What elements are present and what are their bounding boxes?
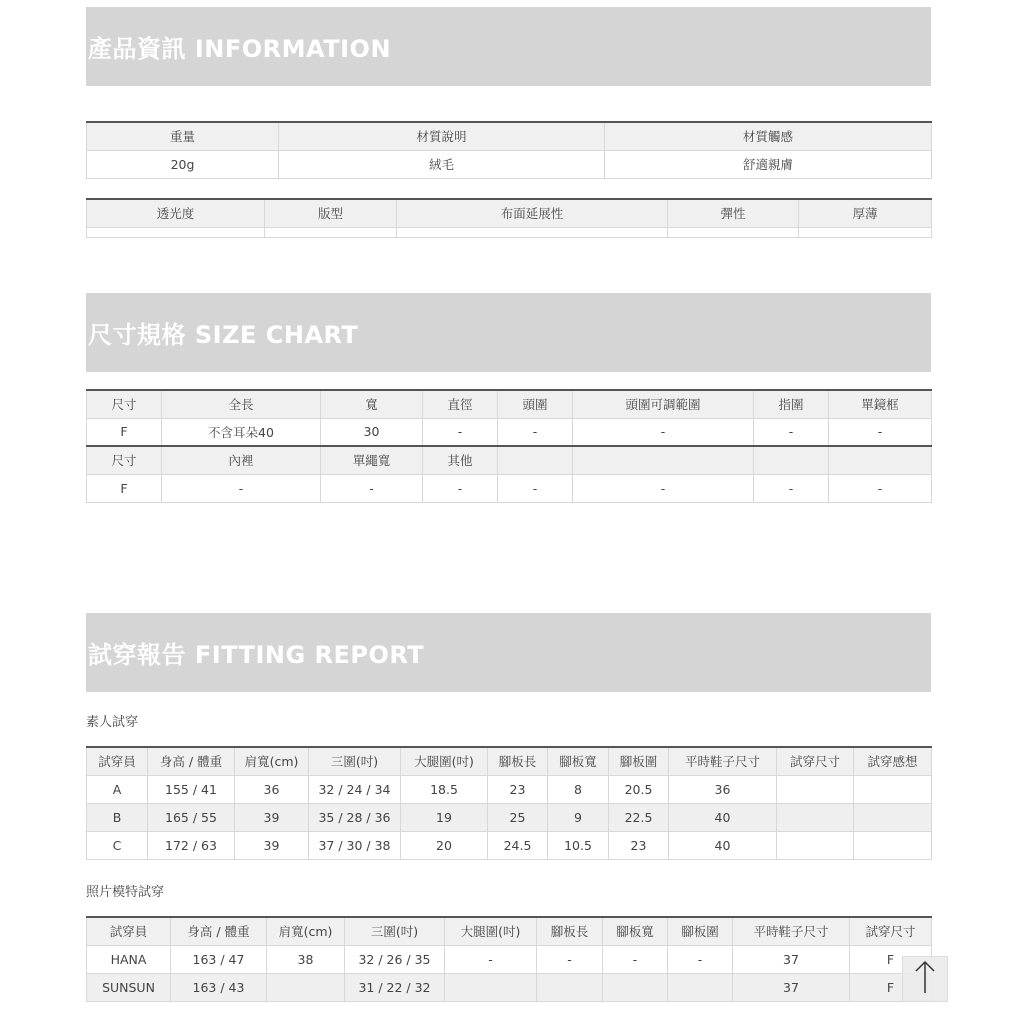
value-cell: 163 / 43 xyxy=(171,973,267,1001)
value-cell: 163 / 47 xyxy=(171,945,267,973)
header-cell: 身高 / 體重 xyxy=(148,747,235,775)
table-row xyxy=(87,803,932,831)
header-cell: 材質說明 xyxy=(279,122,605,150)
header-cell: 身高 / 體重 xyxy=(171,917,267,945)
fabric-value-row xyxy=(87,227,932,237)
value-cell: 37 / 30 / 38 xyxy=(309,831,401,859)
value-cell: - xyxy=(754,474,829,502)
value-cell: C xyxy=(87,831,148,859)
value-cell: B xyxy=(87,803,148,831)
header-cell: 單繩寬 xyxy=(321,446,423,474)
value-cell: 舒適親膚 xyxy=(605,150,932,178)
value-cell: 30 xyxy=(321,418,423,446)
table-row xyxy=(87,973,932,1001)
header-cell xyxy=(498,446,573,474)
value-cell: F xyxy=(850,973,932,1001)
value-cell: 31 / 22 / 32 xyxy=(345,973,445,1001)
fitting-report-title: 試穿報告 FITTING REPORT xyxy=(88,641,425,669)
value-cell: 40 xyxy=(669,803,777,831)
header-cell xyxy=(754,446,829,474)
value-cell: 40 xyxy=(669,831,777,859)
value-cell: - xyxy=(829,474,932,502)
value-cell: 39 xyxy=(235,831,309,859)
size-header-row-2 xyxy=(87,446,932,474)
size-chart-table xyxy=(86,389,932,503)
value-cell: - xyxy=(423,418,498,446)
amateur-header-row xyxy=(87,747,932,775)
header-cell: 試穿員 xyxy=(87,917,171,945)
header-cell: 腳板長 xyxy=(537,917,603,945)
header-cell: 三圍(吋) xyxy=(345,917,445,945)
header-cell: 平時鞋子尺寸 xyxy=(669,747,777,775)
header-cell: 平時鞋子尺寸 xyxy=(733,917,850,945)
information-banner xyxy=(86,7,931,86)
value-cell: - xyxy=(603,945,668,973)
model-fitting-label: 照片模特試穿 xyxy=(86,885,165,900)
value-cell xyxy=(854,803,932,831)
size-chart-banner xyxy=(86,293,931,372)
value-cell: 19 xyxy=(401,803,488,831)
header-cell: 透光度 xyxy=(87,199,265,227)
value-cell xyxy=(854,775,932,803)
value-cell: 23 xyxy=(488,775,548,803)
value-cell xyxy=(777,775,854,803)
value-cell: - xyxy=(498,474,573,502)
header-cell: 頭圍可調範圍 xyxy=(573,390,754,418)
value-cell: - xyxy=(573,418,754,446)
header-cell: 重量 xyxy=(87,122,279,150)
header-cell: 腳板圍 xyxy=(609,747,669,775)
fabric-table xyxy=(86,198,932,238)
value-cell: 18.5 xyxy=(401,775,488,803)
value-cell xyxy=(668,973,733,1001)
size-chart-title: 尺寸規格 SIZE CHART xyxy=(88,321,359,349)
header-cell: 厚薄 xyxy=(799,199,932,227)
table-row xyxy=(87,945,932,973)
header-cell: 試穿尺寸 xyxy=(850,917,932,945)
header-cell: 腳板圍 xyxy=(668,917,733,945)
value-cell: 165 / 55 xyxy=(148,803,235,831)
header-cell: 布面延展性 xyxy=(397,199,668,227)
fabric-header-row xyxy=(87,199,932,227)
size-header-row-1 xyxy=(87,390,932,418)
header-cell: 內裡 xyxy=(162,446,321,474)
header-cell: 材質觸感 xyxy=(605,122,932,150)
value-cell: - xyxy=(668,945,733,973)
information-header-row xyxy=(87,122,932,150)
value-cell: 23 xyxy=(609,831,669,859)
header-cell: 肩寬(cm) xyxy=(235,747,309,775)
value-cell: HANA xyxy=(87,945,171,973)
size-value-row-2 xyxy=(87,474,932,502)
value-cell: 37 xyxy=(733,945,850,973)
value-cell: 155 / 41 xyxy=(148,775,235,803)
model-header-row xyxy=(87,917,932,945)
value-cell: 38 xyxy=(267,945,345,973)
header-cell: 大腿圍(吋) xyxy=(445,917,537,945)
header-cell: 版型 xyxy=(265,199,397,227)
header-cell: 腳板長 xyxy=(488,747,548,775)
header-cell: 尺寸 xyxy=(87,446,162,474)
value-cell: 24.5 xyxy=(488,831,548,859)
header-cell: 直徑 xyxy=(423,390,498,418)
value-cell: 20g xyxy=(87,150,279,178)
header-cell: 試穿員 xyxy=(87,747,148,775)
value-cell: 9 xyxy=(548,803,609,831)
scroll-to-top-button[interactable] xyxy=(902,956,948,1002)
header-cell: 三圍(吋) xyxy=(309,747,401,775)
value-cell: 32 / 24 / 34 xyxy=(309,775,401,803)
value-cell: - xyxy=(537,945,603,973)
header-cell: 尺寸 xyxy=(87,390,162,418)
header-cell xyxy=(829,446,932,474)
value-cell: - xyxy=(498,418,573,446)
value-cell: 8 xyxy=(548,775,609,803)
value-cell: - xyxy=(321,474,423,502)
value-cell: F xyxy=(87,418,162,446)
header-cell: 大腿圍(吋) xyxy=(401,747,488,775)
information-title: 產品資訊 INFORMATION xyxy=(88,35,392,63)
header-cell: 單鏡框 xyxy=(829,390,932,418)
header-cell: 腳板寬 xyxy=(548,747,609,775)
header-cell: 肩寬(cm) xyxy=(267,917,345,945)
fitting-report-banner xyxy=(86,613,931,692)
value-cell: F xyxy=(87,474,162,502)
value-cell: - xyxy=(445,945,537,973)
value-cell: F xyxy=(850,945,932,973)
value-cell: - xyxy=(162,474,321,502)
value-cell xyxy=(537,973,603,1001)
header-cell: 頭圍 xyxy=(498,390,573,418)
value-cell xyxy=(777,831,854,859)
value-cell: SUNSUN xyxy=(87,973,171,1001)
value-cell: 20.5 xyxy=(609,775,669,803)
value-cell: 25 xyxy=(488,803,548,831)
header-cell: 全長 xyxy=(162,390,321,418)
value-cell xyxy=(854,831,932,859)
value-cell: 172 / 63 xyxy=(148,831,235,859)
value-cell: 不含耳朵40 xyxy=(162,418,321,446)
size-value-row-1 xyxy=(87,418,932,446)
value-cell xyxy=(267,973,345,1001)
value-cell: - xyxy=(829,418,932,446)
value-cell: 35 / 28 / 36 xyxy=(309,803,401,831)
value-cell: 36 xyxy=(235,775,309,803)
arrow-up-icon xyxy=(913,959,937,999)
value-cell: 32 / 26 / 35 xyxy=(345,945,445,973)
value-cell: 20 xyxy=(401,831,488,859)
table-row xyxy=(87,775,932,803)
value-cell xyxy=(445,973,537,1001)
header-cell: 彈性 xyxy=(668,199,799,227)
model-fitting-table xyxy=(86,916,932,1002)
value-cell: 37 xyxy=(733,973,850,1001)
value-cell: - xyxy=(573,474,754,502)
header-cell: 指圍 xyxy=(754,390,829,418)
value-cell: - xyxy=(423,474,498,502)
value-cell: 22.5 xyxy=(609,803,669,831)
value-cell: 10.5 xyxy=(548,831,609,859)
header-cell: 寬 xyxy=(321,390,423,418)
amateur-fitting-table xyxy=(86,746,932,860)
header-cell xyxy=(573,446,754,474)
information-value-row xyxy=(87,150,932,178)
value-cell: - xyxy=(754,418,829,446)
header-cell: 試穿尺寸 xyxy=(777,747,854,775)
value-cell xyxy=(777,803,854,831)
value-cell: 39 xyxy=(235,803,309,831)
information-table xyxy=(86,121,932,179)
header-cell: 腳板寬 xyxy=(603,917,668,945)
header-cell: 其他 xyxy=(423,446,498,474)
value-cell: 36 xyxy=(669,775,777,803)
amateur-fitting-label: 素人試穿 xyxy=(86,715,139,730)
table-row xyxy=(87,831,932,859)
header-cell: 試穿感想 xyxy=(854,747,932,775)
value-cell xyxy=(603,973,668,1001)
value-cell: 絨毛 xyxy=(279,150,605,178)
value-cell: A xyxy=(87,775,148,803)
